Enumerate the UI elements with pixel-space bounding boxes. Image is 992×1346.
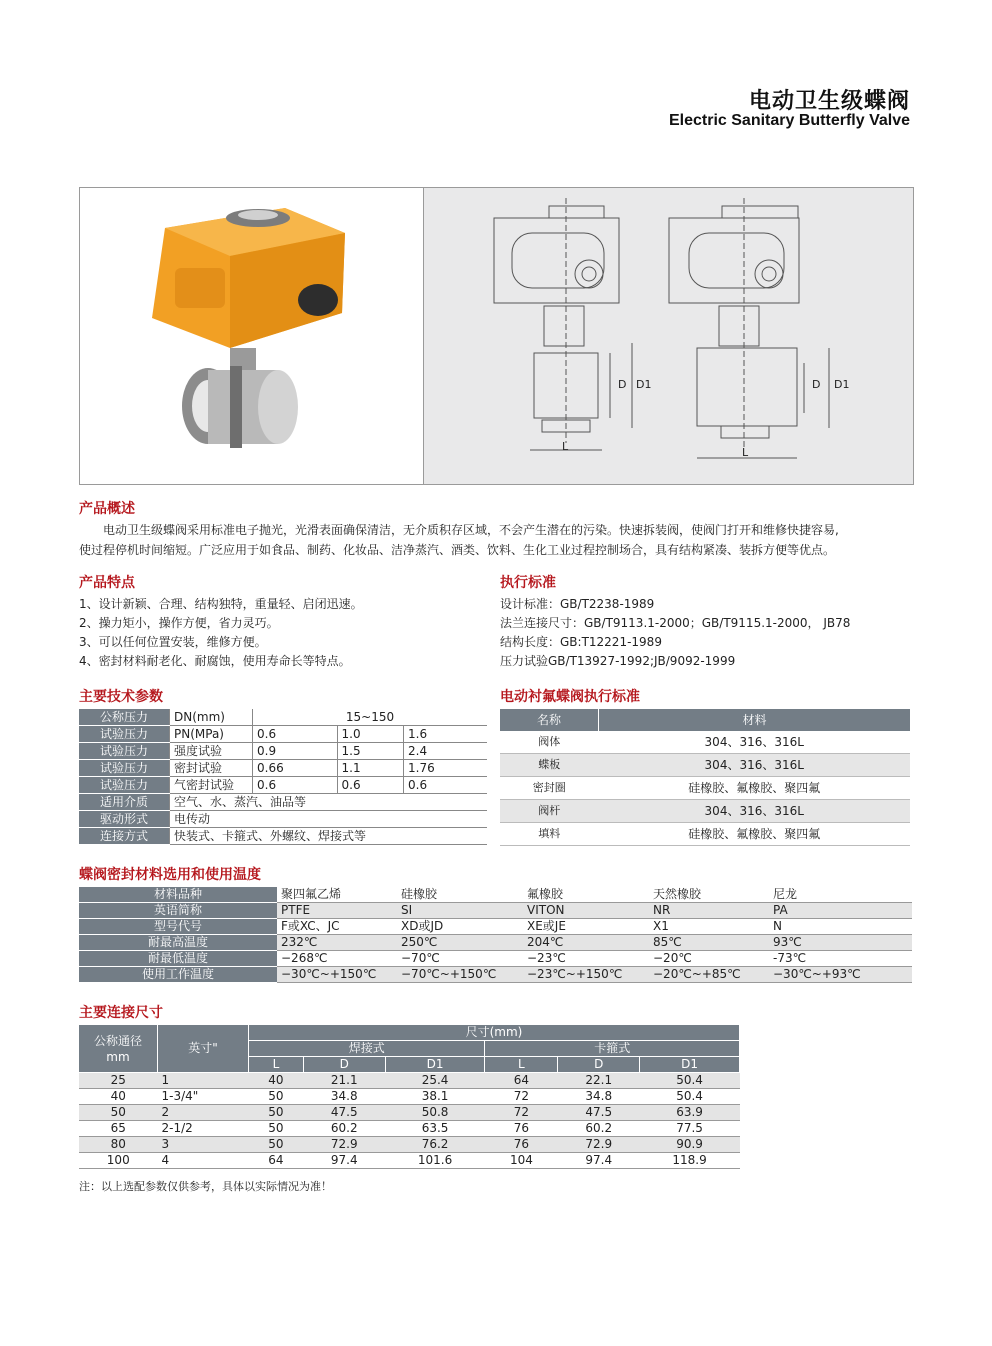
cell: 65 xyxy=(79,1121,158,1137)
cell: 72.9 xyxy=(303,1137,385,1153)
cell: 72 xyxy=(485,1105,558,1121)
cell: 1 xyxy=(158,1073,249,1089)
dim-l-label: L xyxy=(742,446,749,459)
cell: 93℃ xyxy=(769,935,912,951)
page-subtitle: Electric Sanitary Butterfly Valve xyxy=(669,112,910,129)
column-header: L xyxy=(485,1057,558,1073)
param-value: 0.66 xyxy=(253,760,338,777)
cell: XE或JE xyxy=(523,919,649,935)
cell: 尼龙 xyxy=(769,887,912,903)
dim-d1-label: D1 xyxy=(636,378,652,391)
param-label: 试验压力 xyxy=(79,743,170,760)
cell: 304、316、316L xyxy=(599,800,911,823)
cell: 氟橡胶 xyxy=(523,887,649,903)
seal-heading: 蝶阀密封材料选用和使用温度 xyxy=(79,867,261,883)
table-row xyxy=(79,919,912,935)
conn-table xyxy=(79,1025,740,1169)
feature-item: 3、可以任何位置安装，维修方便。 xyxy=(79,635,267,649)
features-heading: 产品特点 xyxy=(79,575,135,591)
cell: 76 xyxy=(485,1137,558,1153)
cell: 85℃ xyxy=(649,935,769,951)
table-row xyxy=(79,709,487,726)
cell: 50.4 xyxy=(640,1089,740,1105)
cell: N xyxy=(769,919,912,935)
cell: −23℃ xyxy=(523,951,649,967)
cell: 47.5 xyxy=(558,1105,640,1121)
param-value: 0.6 xyxy=(337,777,404,794)
param-value: 空气、水、蒸汽、油品等 xyxy=(170,794,488,811)
param-value: 0.6 xyxy=(404,777,487,794)
cell: −268℃ xyxy=(277,951,397,967)
param-value: PN(MPa) xyxy=(170,726,253,743)
cell: 304、316、316L xyxy=(599,754,911,777)
table-row xyxy=(79,794,487,811)
cell: 72.9 xyxy=(558,1137,640,1153)
table-row xyxy=(79,1121,740,1137)
cell: 76.2 xyxy=(385,1137,485,1153)
cell: 3 xyxy=(158,1137,249,1153)
cell: 204℃ xyxy=(523,935,649,951)
standards-heading: 执行标准 xyxy=(500,575,556,591)
cell: 304、316、316L xyxy=(599,731,911,754)
param-value: 1.6 xyxy=(404,726,487,743)
table-row xyxy=(79,1137,740,1153)
feature-item: 1、设计新颖、合理、结构独特，重量轻、启闭迅速。 xyxy=(79,597,363,611)
table-row xyxy=(79,887,912,903)
column-header xyxy=(79,1025,158,1073)
table-row xyxy=(79,726,487,743)
cell: VITON xyxy=(523,903,649,919)
column-header: 焊接式 xyxy=(249,1041,485,1057)
cell: 50 xyxy=(249,1089,304,1105)
table-row xyxy=(500,800,910,823)
cell: 100 xyxy=(79,1153,158,1169)
cell: PTFE xyxy=(277,903,397,919)
lining-table xyxy=(500,709,910,846)
table-header-row xyxy=(79,1025,740,1041)
overview-line: 使过程停机时间缩短。广泛应用于如食品、制药、化妆品、洁净蒸汽、酒类、饮料、生化工业过程控制场合，具有结构紧凑、装拆方便等优点。 xyxy=(79,543,836,557)
standards-list xyxy=(500,595,850,671)
cell: −30℃~+93℃ xyxy=(769,967,912,983)
seal-table xyxy=(79,887,912,983)
cell: 40 xyxy=(249,1073,304,1089)
param-value: 1.5 xyxy=(337,743,404,760)
column-header: 名称 xyxy=(500,709,599,731)
cell: 50.8 xyxy=(385,1105,485,1121)
param-value: 0.6 xyxy=(253,726,338,743)
column-header: D xyxy=(558,1057,640,1073)
table-row xyxy=(79,811,487,828)
standard-item: 结构长度：GB:T12221-1989 xyxy=(500,635,662,649)
overview-heading: 产品概述 xyxy=(79,501,135,517)
cell: 填料 xyxy=(500,823,599,846)
dim-d1-label: D1 xyxy=(834,378,850,391)
column-header: D xyxy=(303,1057,385,1073)
cell: 50.4 xyxy=(640,1073,740,1089)
row-label: 材料品种 xyxy=(79,887,277,903)
cell: 40 xyxy=(79,1089,158,1105)
cell: 97.4 xyxy=(303,1153,385,1169)
cell: −70℃~+150℃ xyxy=(397,967,523,983)
param-value: 0.6 xyxy=(253,777,338,794)
cell: 104 xyxy=(485,1153,558,1169)
cell: 硅橡胶、氟橡胶、聚四氟 xyxy=(599,823,911,846)
params-heading: 主要技术参数 xyxy=(79,689,163,705)
table-row xyxy=(500,777,910,800)
overview-text xyxy=(79,520,919,560)
param-label: 适用介质 xyxy=(79,794,170,811)
table-row xyxy=(79,1073,740,1089)
feature-item: 2、操力矩小，操作方便，省力灵巧。 xyxy=(79,616,279,630)
cell: 34.8 xyxy=(558,1089,640,1105)
table-row xyxy=(500,823,910,846)
table-header-row xyxy=(500,709,910,731)
cell: 90.9 xyxy=(640,1137,740,1153)
standard-item: 设计标准：GB/T2238-1989 xyxy=(500,597,655,611)
cell: PA xyxy=(769,903,912,919)
cell: 50 xyxy=(249,1105,304,1121)
cell: 47.5 xyxy=(303,1105,385,1121)
table-row xyxy=(500,754,910,777)
header-text: mm xyxy=(106,1049,130,1064)
cell: 1-3/4" xyxy=(158,1089,249,1105)
row-label: 使用工作温度 xyxy=(79,967,277,983)
cell: 63.9 xyxy=(640,1105,740,1121)
row-label: 英语简称 xyxy=(79,903,277,919)
param-label: 试验压力 xyxy=(79,726,170,743)
param-value: 快装式、卡箍式、外螺纹、焊接式等 xyxy=(170,828,488,845)
param-value: 15~150 xyxy=(253,709,488,726)
param-value: 0.9 xyxy=(253,743,338,760)
cell: 60.2 xyxy=(303,1121,385,1137)
param-value: 1.1 xyxy=(337,760,404,777)
column-header: D1 xyxy=(385,1057,485,1073)
standard-item: 压力试验GB/T13927-1992;JB/9092-1999 xyxy=(500,654,736,668)
cell: 2 xyxy=(158,1105,249,1121)
cell: 50 xyxy=(249,1137,304,1153)
table-row xyxy=(79,903,912,919)
cell: 25.4 xyxy=(385,1073,485,1089)
table-row xyxy=(500,731,910,754)
param-value: DN(mm) xyxy=(170,709,253,726)
conn-heading: 主要连接尺寸 xyxy=(79,1005,163,1021)
table-row xyxy=(79,828,487,845)
cell: −30℃~+150℃ xyxy=(277,967,397,983)
cell: 4 xyxy=(158,1153,249,1169)
dim-d-label: D xyxy=(812,378,821,391)
cell: 50 xyxy=(249,1121,304,1137)
row-label: 耐最高温度 xyxy=(79,935,277,951)
param-value: 1.76 xyxy=(404,760,487,777)
cell: 64 xyxy=(485,1073,558,1089)
param-label: 试验压力 xyxy=(79,760,170,777)
cell: 118.9 xyxy=(640,1153,740,1169)
table-row xyxy=(79,1089,740,1105)
cell: 250℃ xyxy=(397,935,523,951)
cell: 硅橡胶、氟橡胶、聚四氟 xyxy=(599,777,911,800)
cell: NR xyxy=(649,903,769,919)
column-header: L xyxy=(249,1057,304,1073)
cell: 天然橡胶 xyxy=(649,887,769,903)
column-header: D1 xyxy=(640,1057,740,1073)
param-label: 驱动形式 xyxy=(79,811,170,828)
cell: 97.4 xyxy=(558,1153,640,1169)
dim-l-label: L xyxy=(562,440,569,453)
cell: 38.1 xyxy=(385,1089,485,1105)
table-row xyxy=(79,777,487,794)
figure-box xyxy=(79,187,914,485)
param-label: 公称压力 xyxy=(79,709,170,726)
features-list xyxy=(79,595,363,671)
column-header: 卡箍式 xyxy=(485,1041,740,1057)
row-label: 耐最低温度 xyxy=(79,951,277,967)
header-text: 公称通径 xyxy=(93,1033,142,1048)
cell: −70℃ xyxy=(397,951,523,967)
cell: 聚四氟乙烯 xyxy=(277,887,397,903)
cell: 34.8 xyxy=(303,1089,385,1105)
table-row xyxy=(79,1153,740,1169)
cell: 77.5 xyxy=(640,1121,740,1137)
cell: 63.5 xyxy=(385,1121,485,1137)
column-header: 材料 xyxy=(599,709,911,731)
cell: 蝶板 xyxy=(500,754,599,777)
cell: 25 xyxy=(79,1073,158,1089)
row-label: 型号代号 xyxy=(79,919,277,935)
dim-d-label: D xyxy=(618,378,627,391)
cell: 2-1/2 xyxy=(158,1121,249,1137)
cell: -73℃ xyxy=(769,951,912,967)
cell: F或XC、JC xyxy=(277,919,397,935)
cell: 80 xyxy=(79,1137,158,1153)
params-table xyxy=(79,709,487,845)
table-row xyxy=(79,760,487,777)
cell: 22.1 xyxy=(558,1073,640,1089)
cell: 50 xyxy=(79,1105,158,1121)
footnote: 注：以上选配参数仅供参考，具体以实际情况为准！ xyxy=(79,1180,332,1193)
cell: 硅橡胶 xyxy=(397,887,523,903)
page-title: 电动卫生级蝶阀 xyxy=(748,89,910,114)
param-value: 密封试验 xyxy=(170,760,253,777)
cell: −23℃~+150℃ xyxy=(523,967,649,983)
cell: SI xyxy=(397,903,523,919)
table-row xyxy=(79,935,912,951)
cell: 232℃ xyxy=(277,935,397,951)
param-value: 气密封试验 xyxy=(170,777,253,794)
param-value: 强度试验 xyxy=(170,743,253,760)
valve-photo xyxy=(80,188,424,484)
cell: X1 xyxy=(649,919,769,935)
param-value: 2.4 xyxy=(404,743,487,760)
cell: −20℃ xyxy=(649,951,769,967)
overview-line: 电动卫生级蝶阀采用标准电子抛光，光滑表面确保清洁，无介质积存区域，不会产生潜在的污染。快速拆装阀，使阀门打开和维修快捷容易, xyxy=(103,523,839,537)
standard-item: 法兰连接尺寸：GB/T9113.1-2000；GB/T9115.1-2000， JB78 xyxy=(500,616,851,630)
cell: 76 xyxy=(485,1121,558,1137)
cell: 密封圈 xyxy=(500,777,599,800)
param-label: 试验压力 xyxy=(79,777,170,794)
table-row xyxy=(79,967,912,983)
feature-item: 4、密封材料耐老化、耐腐蚀，使用寿命长等特点。 xyxy=(79,654,351,668)
table-row xyxy=(79,743,487,760)
lining-heading: 电动衬氟蝶阀执行标准 xyxy=(500,689,640,705)
cell: 64 xyxy=(249,1153,304,1169)
cell: XD或JD xyxy=(397,919,523,935)
param-value: 电传动 xyxy=(170,811,488,828)
cell: 阀体 xyxy=(500,731,599,754)
table-row xyxy=(79,1105,740,1121)
cell: −20℃~+85℃ xyxy=(649,967,769,983)
cell: 阀杆 xyxy=(500,800,599,823)
cell: 72 xyxy=(485,1089,558,1105)
cell: 21.1 xyxy=(303,1073,385,1089)
column-header: 英寸" xyxy=(158,1025,249,1073)
technical-drawing xyxy=(424,188,913,484)
param-value: 1.0 xyxy=(337,726,404,743)
column-header: 尺寸(mm) xyxy=(249,1025,740,1041)
cell: 60.2 xyxy=(558,1121,640,1137)
param-label: 连接方式 xyxy=(79,828,170,845)
cell: 101.6 xyxy=(385,1153,485,1169)
table-row xyxy=(79,951,912,967)
